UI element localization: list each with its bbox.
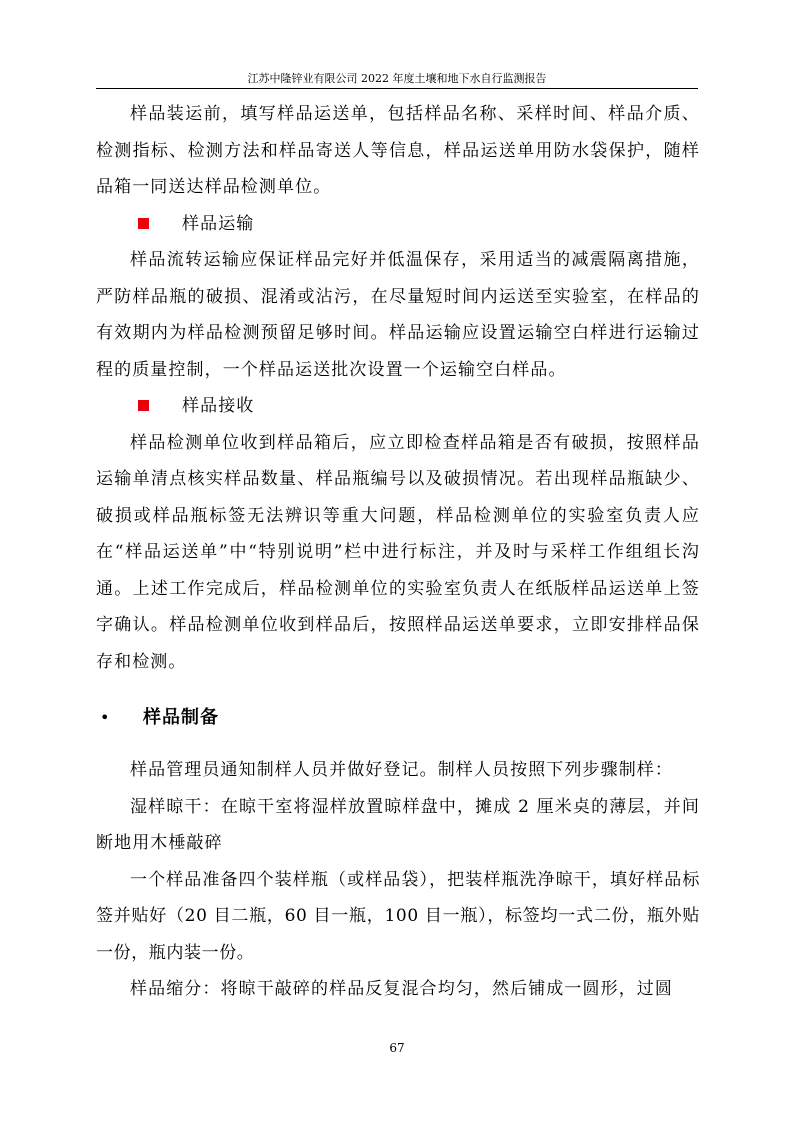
document-body [96,96,700,1008]
subheading-text: 样品运输 [182,213,255,234]
paragraph-sample-receipt: 样品检测单位收到样品箱后，应立即检查样品箱是否有破损，按照样品运输单清点核实样品数量、样品瓶编号以及破损情况。若出现样品瓶缺少、破损或样品瓶标签无法辨识等重大问题，样品检测单位的实验室负责人应在“样品运送单”中“特别说明”栏中进行标注，并及时与采样工作组组长沟通。上述工作完成后，样品检测单位的实验室负责人在纸版样品运送单上签字确认。样品检测单位收到样品后，按照样品运送单要求，立即安排样品保存和检测。 [96,432,700,672]
paragraph-sample-bottles: 一个样品准备四个装样瓶（或样品袋），把装样瓶洗净晾干，填好样品标签并贴好（20 目二瓶，60 目一瓶，100 目一瓶），标签均一式二份，瓶外贴一份，瓶内装一份。 [96,869,700,963]
paragraph-sample-reduction: 样品缩分：将晾干敲碎的样品反复混合均匀，然后铺成一圆形，过圆 [130,979,673,999]
red-square-bullet-icon [138,218,149,229]
page-header: 江苏中隆锌业有限公司 2022 年度土壤和地下水自行监测报告 [96,72,698,89]
paragraph-prep-intro: 样品管理员通知制样人员并做好登记。制样人员按照下列步骤制样： [130,760,673,780]
bullet-dot-icon: • [100,708,111,727]
subheading-sample-transport [96,206,700,243]
paragraph-air-drying: 湿样晾干：在晾干室将湿样放置晾样盘中，摊成 2 厘米奌的薄层，并间断地用木棰敲碎 [96,796,700,853]
paragraph-sample-transport: 样品流转运输应保证样品完好并低温保存，采用适当的减震隔离措施，严防样品瓶的破损、混淆或沾污，在尽量短时间内运送至实验室，在样品的有效期内为样品检测预留足够时间。样品运输应设置运输空白样进行运输过程的质量控制，一个样品运送批次设置一个运输空白样品。 [96,250,700,380]
red-square-bullet-icon [138,400,149,411]
subheading-sample-receipt [96,388,700,425]
section-heading-text: 样品制备 [143,707,219,728]
page-number: 67 [389,1041,405,1055]
section-heading-sample-preparation [96,700,700,736]
subheading-text: 样品接收 [182,396,255,416]
paragraph-sample-packing: 样品装运前，填写样品运送单，包括样品名称、采样时间、样品介质、检测指标、检测方法和样品寄送人等信息，样品运送单用防水袋保护，随样品箱一同送达样品检测单位。 [96,104,700,197]
